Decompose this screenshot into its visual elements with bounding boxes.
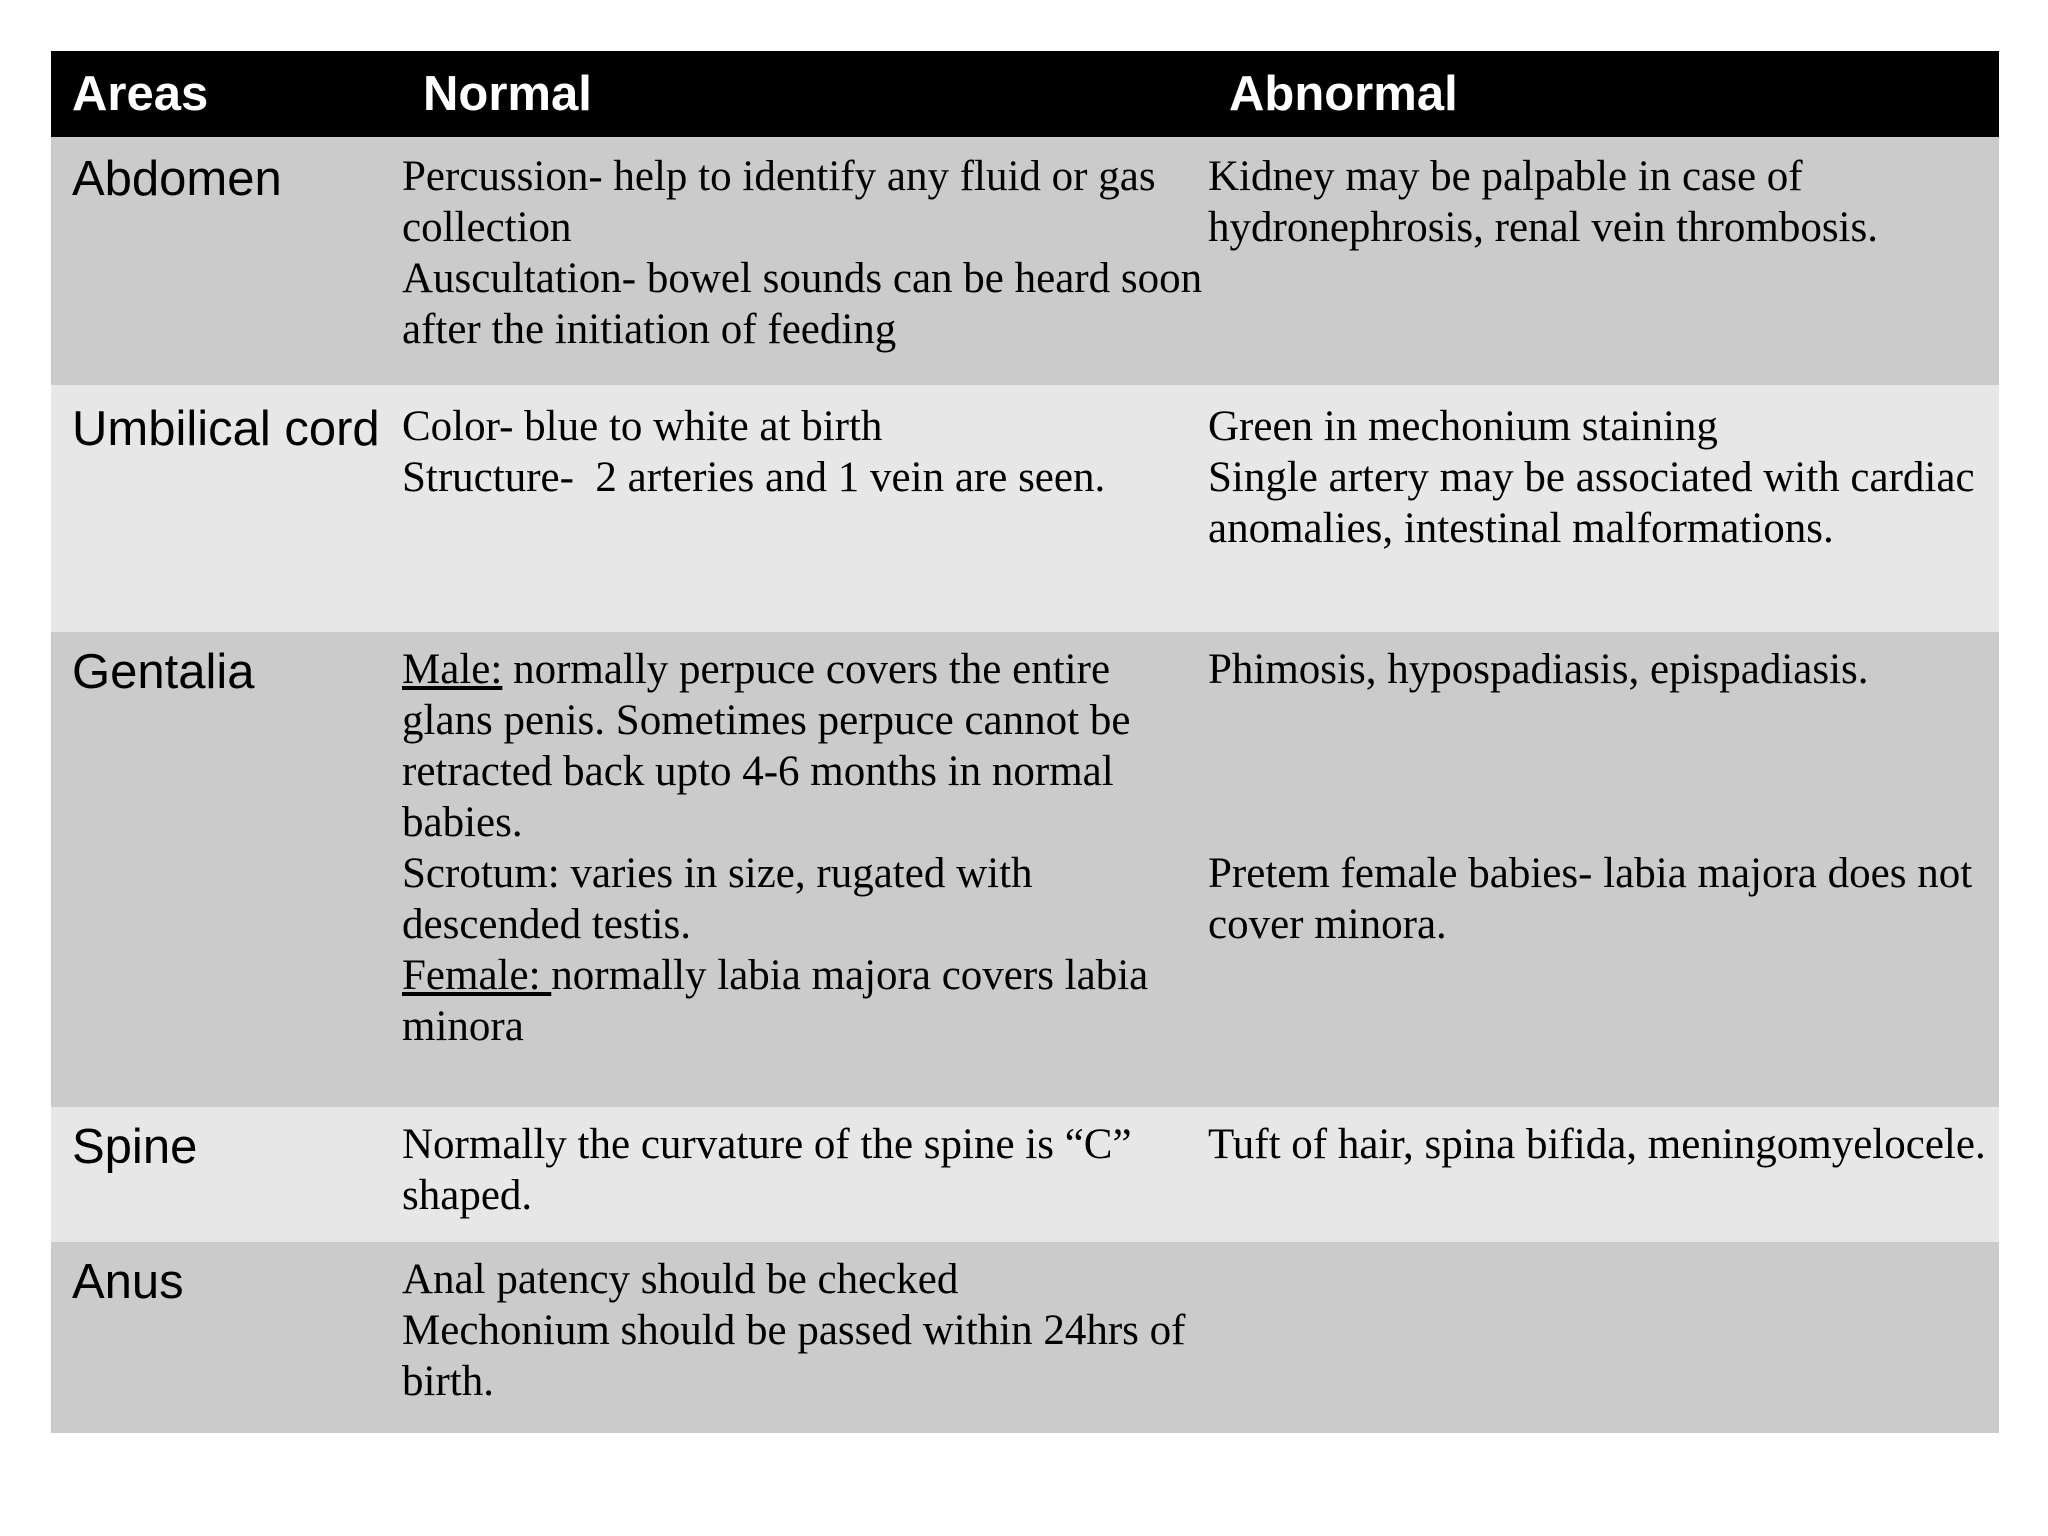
table-header-row <box>51 51 1999 137</box>
abnormal-cell <box>1208 1242 1999 1433</box>
table-row-spine <box>51 1107 1999 1242</box>
area-cell: Gentalia <box>72 645 255 699</box>
normal-text: Mechonium should be passed within 24hrs of birth. <box>402 1307 1197 1405</box>
normal-text: Color- blue to white at birth <box>402 403 883 450</box>
normal-text: Structure- 2 arteries and 1 vein are seen. <box>402 454 1106 501</box>
table-row-genitalia <box>51 632 1999 1107</box>
abnormal-cell <box>1208 632 1999 1107</box>
abnormal-text: Phimosis, hypospadiasis, epispadiasis. <box>1208 646 1869 693</box>
abnormal-cell <box>1208 1107 1999 1242</box>
female-text: normally labia majora covers labia minora <box>402 952 1159 1050</box>
normal-text: Normally the curvature of the spine is “C” shaped. <box>402 1121 1143 1219</box>
area-cell: Anus <box>72 1255 184 1309</box>
abnormal-text: Kidney may be palpable in case of hydronephrosis, renal vein thrombosis. <box>1208 153 1878 251</box>
normal-text: Auscultation- bowel sounds can be heard soon after the initiation of feeding <box>402 255 1213 353</box>
abnormal-text: Tuft of hair, spina bifida, meningomyelocele. <box>1208 1121 1986 1168</box>
header-abnormal: Abnormal <box>1229 67 1458 121</box>
male-note <box>402 644 1208 848</box>
normal-text: Anal patency should be checked <box>402 1256 959 1303</box>
normal-cell <box>402 632 1208 1107</box>
area-cell: Spine <box>72 1120 198 1174</box>
female-note <box>402 950 1208 1052</box>
female-label: Female: <box>402 952 552 999</box>
normal-cell <box>402 1107 1208 1242</box>
male-label: Male: <box>402 646 503 693</box>
abnormal-cell <box>1208 137 1999 385</box>
table-row-abdomen <box>51 137 1999 385</box>
abnormal-cell <box>1208 385 1999 632</box>
abnormal-text: Pretem female babies- labia majora does not cover minora. <box>1208 850 1983 948</box>
abnormal-text: Green in mechonium staining <box>1208 403 1718 450</box>
normal-cell <box>402 1242 1208 1433</box>
area-cell: Umbilical cord <box>72 402 380 456</box>
normal-cell <box>402 137 1213 385</box>
abnormal-text: Single artery may be associated with cardiac anomalies, intestinal malformations. <box>1208 454 1986 552</box>
assessment-table <box>51 51 1999 1433</box>
scrotum-note: Scrotum: varies in size, rugated with descended testis. <box>402 850 1044 948</box>
spacer <box>1208 695 1999 848</box>
normal-text: Percussion- help to identify any fluid or gas collection <box>402 153 1167 251</box>
header-normal: Normal <box>423 67 592 121</box>
normal-cell <box>402 385 1208 632</box>
header-areas: Areas <box>72 67 209 121</box>
male-text: normally perpuce covers the entire glans penis. Sometimes perpuce cannot be retracted back upto 4-6 months in normal babies. <box>402 646 1142 846</box>
table-row-anus <box>51 1242 1999 1433</box>
area-cell: Abdomen <box>72 152 282 206</box>
table-row-umbilical-cord <box>51 385 1999 632</box>
